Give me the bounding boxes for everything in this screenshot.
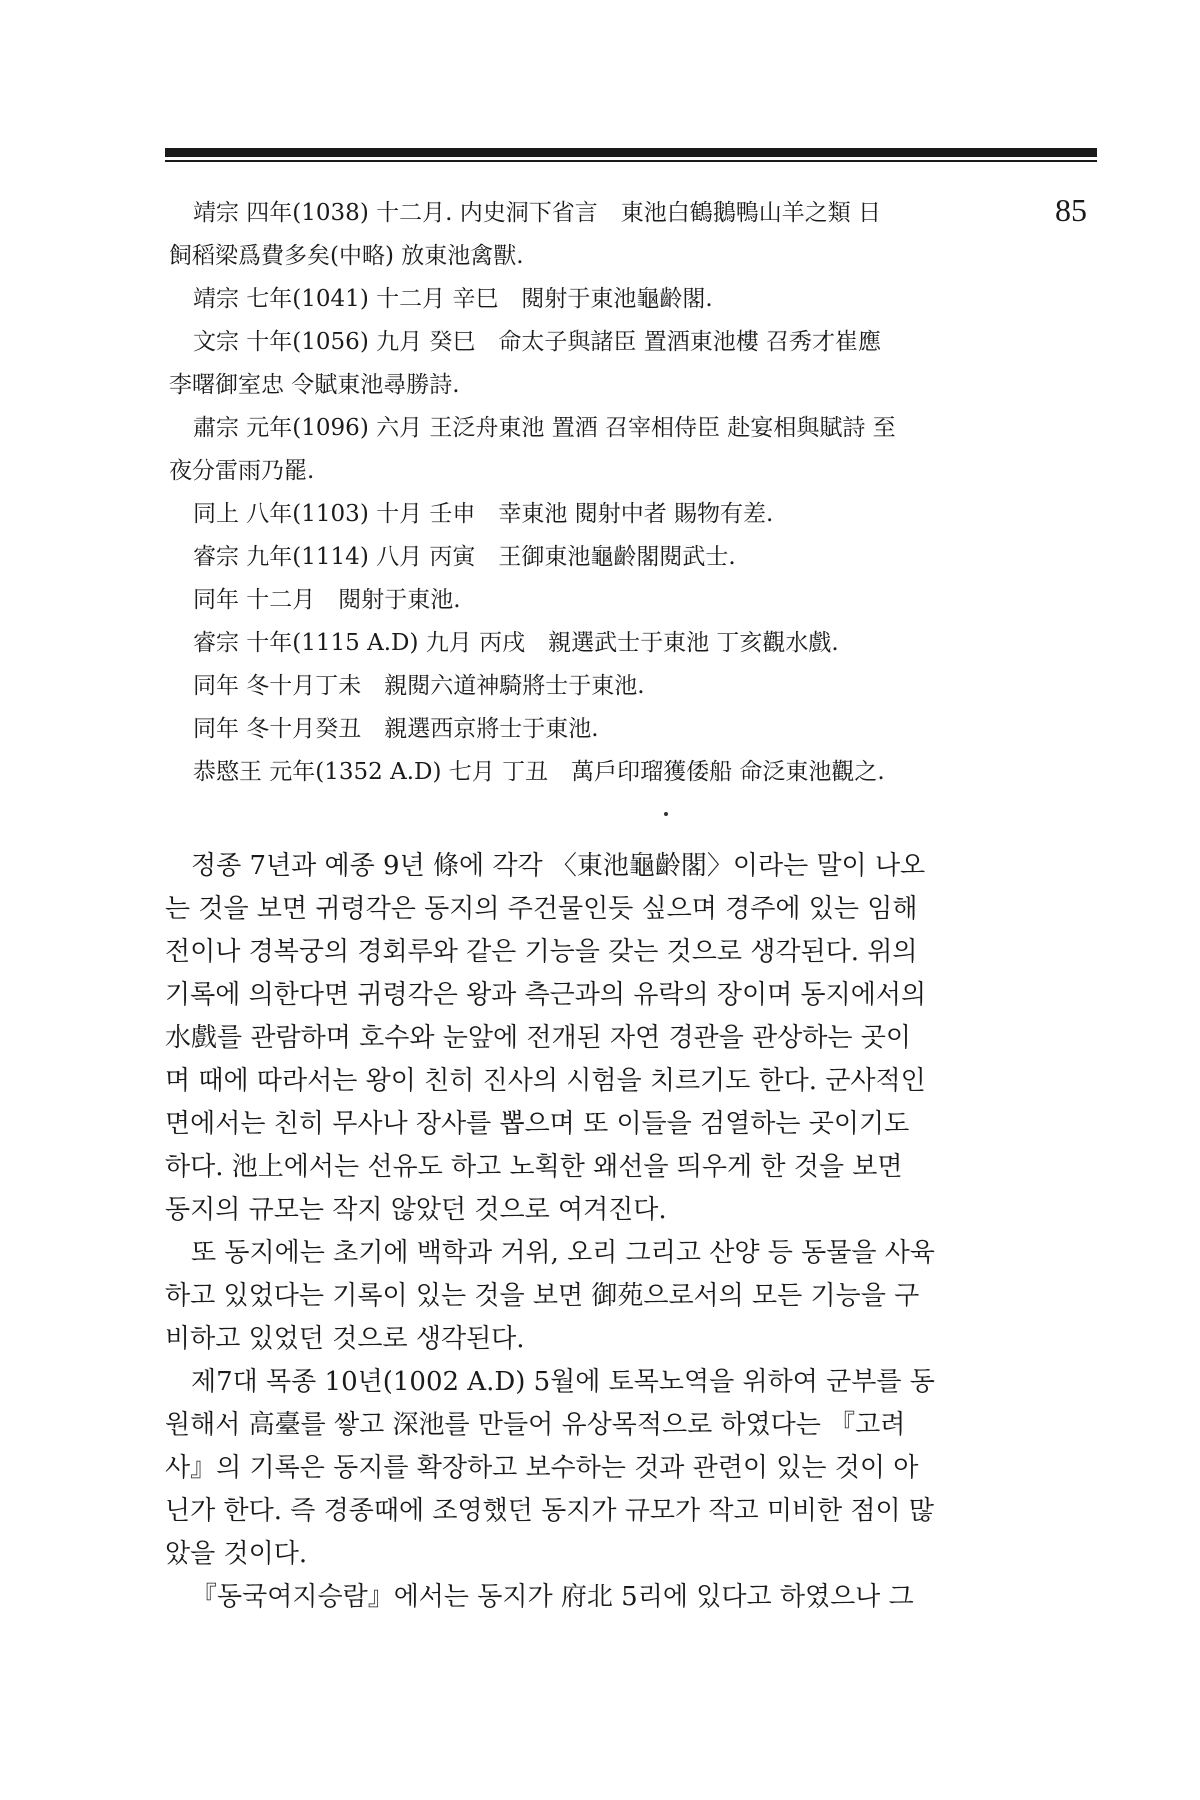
record-line: 飼稻梁爲費多矣(中略) 放東池禽獸. — [169, 243, 524, 269]
paragraph: 『동국여지승람』에서는 동지가 府北 5리에 있다고 하였으나 그 — [191, 1582, 914, 1612]
record-line: 李曙御室忠 令賦東池尋勝詩. — [169, 372, 460, 398]
record-line: 同年 十二月 閱射于東池. — [193, 587, 461, 613]
record-line: 同年 冬十月癸丑 親選西京將士于東池. — [193, 716, 599, 742]
record-line: 文宗 十年(1056) 九月 癸巳 命太子與諸臣 置酒東池樓 召秀才崔應 — [193, 329, 882, 355]
record-line: 睿宗 九年(1114) 八月 丙寅 王御東池龜齡閣閱武士. — [193, 544, 736, 570]
separator-dot — [664, 812, 668, 816]
record-line: 同上 八年(1103) 十月 壬申 幸東池 閱射中者 賜物有差. — [193, 501, 774, 527]
record-line: 同年 冬十月丁未 親閱六道神騎將士于東池. — [193, 673, 645, 699]
record-line: 靖宗 四年(1038) 十二月. 内史洞下省言 東池白鶴鵝鴨山羊之類 日 — [193, 200, 882, 226]
header-rule-thin — [165, 160, 1097, 162]
body-text — [165, 845, 935, 1619]
record-line: 夜分雷雨乃罷. — [169, 458, 315, 484]
paragraph: 제7대 목종 10년(1002 A.D) 5월에 토목노역을 위하여 군부를 동원해서 高臺를 쌓고 深池를 만들어 유상목적으로 하였다는 『고려사』의 기록은 동지를 확장하고 보수하는 것과 관련이 있는 것이 아닌가 한다. 즉 경종때에 조영했던 동지가 규모가 작고 미비한 점이 많았을 것이다. — [165, 1367, 935, 1569]
page-number: 85 — [1055, 192, 1087, 228]
historical-records-block — [169, 192, 933, 794]
paragraph: 또 동지에는 초기에 백학과 거위, 오리 그리고 산양 등 동물을 사육하고 있었다는 기록이 있는 것을 보면 御苑으로서의 모든 기능을 구비하고 있었던 것으로 생각된다. — [165, 1238, 935, 1354]
header-rule — [165, 148, 1097, 157]
record-line: 靖宗 七年(1041) 十二月 辛巳 閱射于東池龜齡閣. — [193, 286, 713, 312]
record-line: 肅宗 元年(1096) 六月 王泛舟東池 置酒 召宰相侍臣 赴宴相與賦詩 至 — [193, 415, 896, 441]
paragraph: 정종 7년과 예종 9년 條에 각각 〈東池龜齡閣〉이라는 말이 나오는 것을 보면 귀령각은 동지의 주건물인듯 싶으며 경주에 있는 임해전이나 경복궁의 경회루와 같은 기능을 갖는 것으로 생각된다. 위의 기록에 의한다면 귀령각은 왕과 측근과의 유락의 장이며 동지에서의 水戲를 관람하며 호수와 눈앞에 전개된 자연 경관을 관상하는 곳이며 때에 따라서는 왕이 친히 진사의 시험을 치르기도 한다. 군사적인 면에서는 친히 무사나 장사를 뽑으며 또 이들을 검열하는 곳이기도 하다. 池上에서는 선유도 하고 노획한 왜선을 띄우게 한 것을 보면 동지의 규모는 작지 않았던 것으로 여겨진다. — [165, 851, 927, 1225]
record-line: 睿宗 十年(1115 A.D) 九月 丙戌 親選武士于東池 丁亥觀水戲. — [193, 630, 839, 656]
record-line: 恭愍王 元年(1352 A.D) 七月 丁丑 萬戶印瑠獲倭船 命泛東池觀之. — [193, 759, 885, 785]
